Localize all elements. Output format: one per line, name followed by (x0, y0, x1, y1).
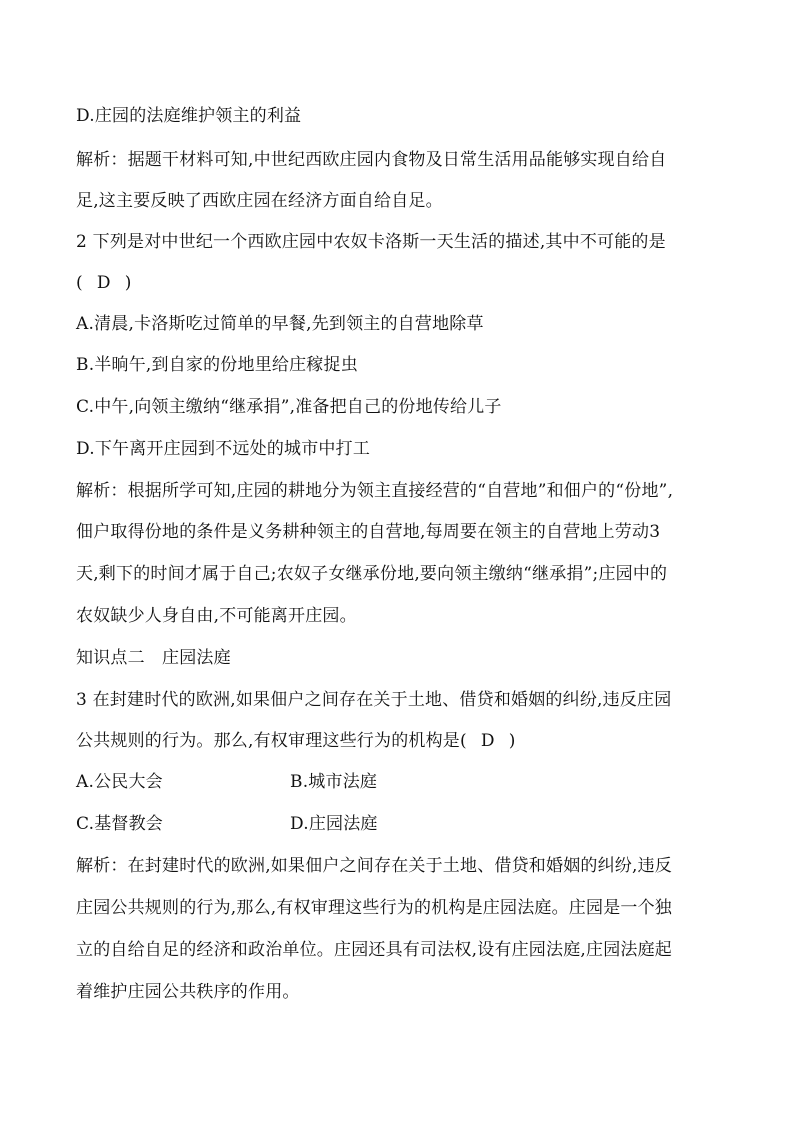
q3-analysis-line-1: 解析：在封建时代的欧洲,如果佃户之间存在关于土地、借贷和婚姻的纠纷,违反 (76, 856, 673, 876)
q3-analysis-line-4: 着维护庄园公共秩序的作用。 (76, 982, 300, 1002)
q2-analysis-line-2: 佃户取得份地的条件是义务耕种领主的自营地,每周要在领主的自营地上劳动3 (76, 522, 661, 542)
q2-answer-close: ) (124, 273, 132, 293)
q2-answer: D (96, 273, 111, 293)
q3-options-row-2 (76, 812, 726, 836)
q3-stem-line-2 (76, 729, 726, 753)
q3-answer-close: ) (508, 731, 516, 751)
q2-option-d: D.下午离开庄园到不远处的城市中打工 (76, 439, 371, 459)
q3-stem-line-1: 3 在封建时代的欧洲,如果佃户之间存在关于土地、借贷和婚姻的纠纷,违反庄园 (76, 690, 672, 710)
q3-analysis-line-3: 立的自给自足的经济和政治单位。庄园还具有司法权,设有庄园法庭,庄园法庭起 (76, 940, 673, 960)
q2-option-a: A.清晨,卡洛斯吃过简单的早餐,先到领主的自营地除草 (76, 314, 484, 334)
q3-answer: D (480, 731, 495, 751)
q1-analysis-line-2: 足,这主要反映了西欧庄园在经济方面自给自足。 (76, 191, 443, 211)
q2-stem-line-1: 2 下列是对中世纪一个西欧庄园中农奴卡洛斯一天生活的描述,其中不可能的是 (76, 232, 666, 252)
q1-analysis-line-1: 解析：据题干材料可知,中世纪西欧庄园内食物及日常生活用品能够实现自给自 (76, 150, 667, 170)
q2-option-b: B.半晌午,到自家的份地里给庄稼捉虫 (76, 355, 358, 375)
section-heading: 知识点二 庄园法庭 (76, 648, 231, 668)
q1-option-d: D.庄园的法庭维护领主的利益 (76, 106, 302, 126)
q3-analysis-line-2: 庄园公共规则的行为,那么,有权审理这些行为的机构是庄园法庭。庄园是一个独 (76, 898, 673, 918)
q2-analysis-line-3: 天,剩下的时间才属于自己;农奴子女继承份地,要向领主缴纳“继承捐”;庄园中的 (76, 564, 668, 584)
q3-option-d: D.庄园法庭 (290, 814, 378, 834)
q2-option-c: C.中午,向领主缴纳“继承捐”,准备把自己的份地传给儿子 (76, 397, 502, 417)
q3-stem-text: 公共规则的行为。那么,有权审理这些行为的机构是( (76, 731, 467, 751)
q2-answer-open: ( (76, 273, 83, 293)
q3-option-c: C.基督教会 (76, 814, 164, 834)
q2-answer-line (76, 271, 726, 295)
q2-analysis-line-1: 解析：根据所学可知,庄园的耕地分为领主直接经营的“自营地”和佃户的“份地”, (76, 481, 674, 501)
q3-option-b: B.城市法庭 (290, 772, 378, 792)
q3-options-row-1 (76, 770, 726, 794)
q2-analysis-line-4: 农奴缺少人身自由,不可能离开庄园。 (76, 606, 357, 626)
q3-option-a: A.公民大会 (76, 772, 163, 792)
